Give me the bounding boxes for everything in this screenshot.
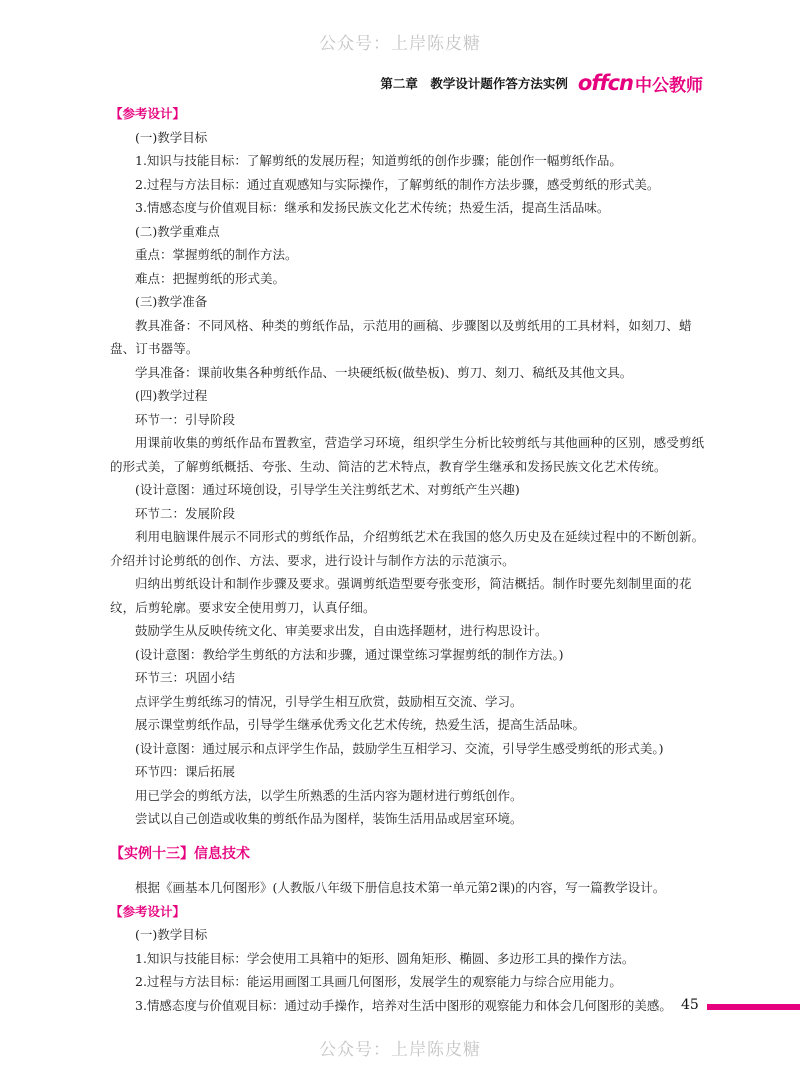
offcn-logo xyxy=(578,71,703,96)
step-2-text-3: 鼓励学生从反映传统文化、审美要求出发，自由选择题材，进行构思设计。 xyxy=(135,623,548,638)
watermark-bottom: 公众号：上岸陈皮糖 xyxy=(319,1040,481,1060)
objective-1: 1.知识与技能目标：了解剪纸的发展历程；知道剪纸的创作步骤；能创作一幅剪纸作品。 xyxy=(135,153,622,168)
main-content xyxy=(110,102,710,1017)
case-13-title: 【实例十三】信息技术 xyxy=(110,845,250,862)
step-2-intent: (设计意图：教给学生剪纸的方法和步骤，通过课堂练习掌握剪纸的制作方法。) xyxy=(135,646,564,662)
student-preparation: 学具准备：课前收集各种剪纸作品、一块硬纸板(做垫板)、剪刀、刻刀、稿纸及其他文具。 xyxy=(135,364,633,380)
page-header xyxy=(380,70,703,96)
step-2-title: 环节二：发展阶段 xyxy=(135,505,236,521)
step-3-intent: (设计意图：通过展示和点评学生作品，鼓励学生互相学习、交流，引导学生感受剪纸的形式美。) xyxy=(135,740,664,756)
step-3-text-2: 展示课堂剪纸作品，引导学生继承优秀文化艺术传统，热爱生活，提高生活品味。 xyxy=(135,717,586,732)
step-1-intent: (设计意图：通过环境创设，引导学生关注剪纸艺术、对剪纸产生兴趣) xyxy=(135,482,520,497)
page-number: 45 xyxy=(681,997,699,1013)
objective-2: 2.过程与方法目标：通过直观感知与实际操作，了解剪纸的制作方法步骤，感受剪纸的形式美。 xyxy=(135,176,660,192)
step-4-text-1: 用已学会的剪纸方法，以学生所熟悉的生活内容为题材进行剪纸创作。 xyxy=(135,787,523,803)
objective-2-1: 1.知识与技能目标：学会使用工具箱中的矩形、圆角矩形、椭圆、多边形工具的操作方法。 xyxy=(135,950,635,966)
process-heading: (四)教学过程 xyxy=(135,388,208,403)
case-13-prompt: 根据《画基本几何图形》(人教版八年级下册信息技术第一单元第2课)的内容，写一篇教学设计。 xyxy=(135,880,666,895)
step-2-text-1: 利用电脑课件展示不同形式的剪纸作品，介绍剪纸艺术在我国的悠久历史及在延续过程中的不断创新。介绍并讨论剪纸的创作、方法、要求，进行设计与制作方法的示范演示。 xyxy=(110,529,705,568)
step-1-title: 环节一：引导阶段 xyxy=(135,411,236,427)
step-2-text-2: 归纳出剪纸设计和制作步骤及要求。强调剪纸造型要夸张变形，简洁概括。制作时要先刻制里面的花纹，后剪轮廓。要求安全使用剪刀，认真仔细。 xyxy=(110,576,692,615)
objectives-heading: (一)教学目标 xyxy=(135,129,208,145)
reference-design-label: 【参考设计】 xyxy=(110,106,186,121)
step-4-text-2: 尝试以自己创造或收集的剪纸作品为图样，装饰生活用品或居室环境。 xyxy=(135,811,523,826)
difficult-point: 难点：把握剪纸的形式美。 xyxy=(135,270,286,286)
key-points-heading: (二)教学重难点 xyxy=(135,223,220,239)
teacher-preparation: 教具准备：不同风格、种类的剪纸作品，示范用的画稿、步骤图以及剪纸用的工具材料，如刻刀、蜡盘、订书器等。 xyxy=(110,317,692,356)
step-4-title: 环节四：课后拓展 xyxy=(135,764,236,779)
objective-2-3: 3.情感态度与价值观目标：通过动手操作，培养对生活中图形的观察能力和体会几何图形的美感。 xyxy=(135,997,672,1013)
logo-latin: offcn xyxy=(577,71,633,95)
objective-2-2: 2.过程与方法目标：能运用画图工具画几何图形，发展学生的观察能力与综合应用能力。 xyxy=(135,974,622,989)
page-accent-bar xyxy=(707,1004,800,1010)
step-3-title: 环节三：巩固小结 xyxy=(135,670,236,685)
step-1-text: 用课前收集的剪纸作品布置教室，营造学习环境，组织学生分析比较剪纸与其他画种的区别，感受剪纸的形式美，了解剪纸概括、夸张、生动、简洁的艺术特点，教育学生继承和发扬民族文化艺术传统。 xyxy=(110,435,705,474)
step-3-text-1: 点评学生剪纸练习的情况，引导学生相互欣赏，鼓励相互交流、学习。 xyxy=(135,693,523,709)
chapter-title: 第二章 教学设计题作答方法实例 xyxy=(380,76,568,91)
key-point: 重点：掌握剪纸的制作方法。 xyxy=(135,247,298,262)
preparation-heading: (三)教学准备 xyxy=(135,294,208,309)
objectives-heading-2: (一)教学目标 xyxy=(135,927,208,942)
watermark-top: 公众号：上岸陈皮糖 xyxy=(319,34,481,54)
logo-chinese: 中公教师 xyxy=(635,75,703,96)
objective-3: 3.情感态度与价值观目标：继承和发扬民族文化艺术传统；热爱生活，提高生活品味。 xyxy=(135,200,610,215)
reference-design-label-2: 【参考设计】 xyxy=(110,903,186,919)
